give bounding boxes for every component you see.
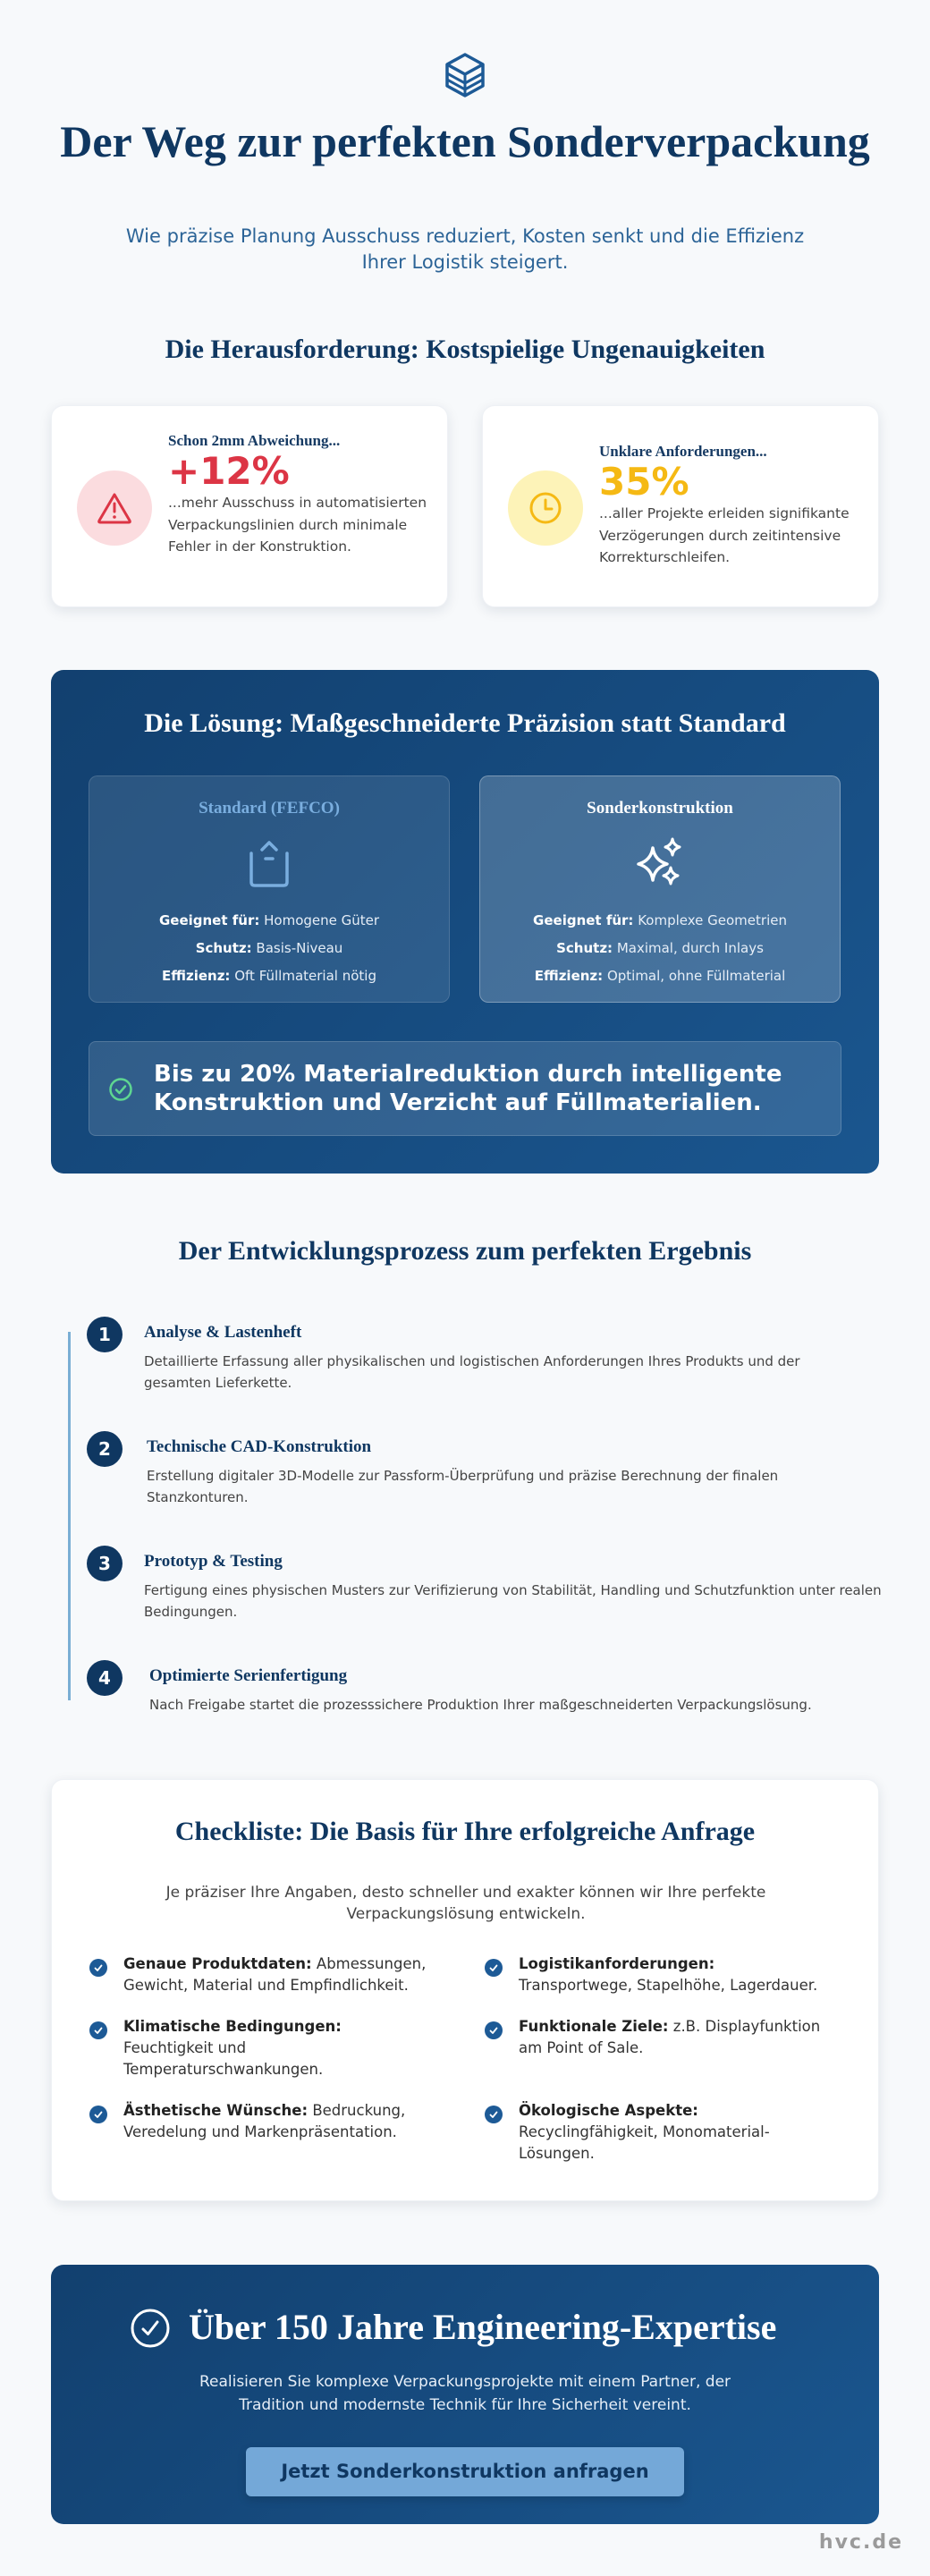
page-title: Der Weg zur perfekten Sonderverpackung (60, 116, 870, 166)
comparison-row: Geeignet für: Komplexe Geometrien (533, 912, 787, 928)
comparison-row: Geeignet für: Homogene Güter (158, 912, 380, 928)
cta-title: Über 150 Jahre Engineering-Expertise (189, 2307, 777, 2347)
timeline-line (68, 1332, 71, 1700)
checklist-intro: Je präziser Ihre Angaben, desto schneller und exakter können wir Ihre perfekte Verpackungslösung entwickeln. (165, 1884, 766, 1923)
stat-description: ...aller Projekte erleiden signifikante Verzögerungen durch zeitintensive Korrekturschleifen. (599, 505, 850, 565)
benefit-text: Bis zu 20% Materialreduktion durch intelligente Konstruktion und Verzicht auf Füllmaterialien. (154, 1061, 782, 1116)
check-icon (89, 2106, 107, 2123)
solution-title: Die Lösung: Maßgeschneiderte Präzision statt Standard (144, 708, 786, 738)
clock-icon (528, 491, 562, 525)
stat-label: Unklare Anforderungen... (599, 443, 767, 460)
warning-icon-badge (77, 470, 152, 546)
cta-section (51, 2265, 879, 2524)
checklist-title: Checkliste: Die Basis für Ihre erfolgreiche Anfrage (174, 1817, 756, 1846)
benefit-callout (89, 1041, 841, 1136)
challenge-title: Die Herausforderung: Kostspielige Ungenauigkeiten (165, 335, 765, 364)
stat-value: +12% (168, 449, 290, 493)
stat-value: 35% (599, 460, 689, 504)
step-title: Technische CAD-Konstruktion (147, 1437, 372, 1456)
sparkles-icon (633, 837, 687, 891)
check-icon (89, 2021, 107, 2039)
step-number: 1 (87, 1317, 123, 1352)
step-title: Optimierte Serienfertigung (149, 1666, 348, 1685)
step-title: Prototyp & Testing (144, 1552, 283, 1571)
step-number: 3 (87, 1546, 123, 1581)
cta-subtitle: Realisieren Sie komplexe Verpackungsprojekte mit einem Partner, der Tradition und modernste Technik für Ihre Sicherheit vereint. (199, 2373, 731, 2414)
check-icon (485, 2021, 503, 2039)
comparison-card-custom (479, 775, 841, 1003)
comparison-row: Effizienz: Oft Füllmaterial nötig (162, 968, 376, 984)
page-subtitle: Wie präzise Planung Ausschuss reduziert, Kosten senkt und die Effizienz Ihrer Logistik steigert. (125, 225, 805, 273)
check-circle-icon (130, 2308, 171, 2349)
comparison-card-standard (89, 775, 450, 1003)
open-box-icon (242, 837, 296, 891)
request-custom-construction-button[interactable]: Jetzt Sonderkonstruktion anfragen (246, 2447, 684, 2496)
step-number: 4 (87, 1660, 123, 1696)
comparison-title: Sonderkonstruktion (587, 799, 733, 818)
warning-triangle-icon (97, 492, 132, 524)
stat-description: ...mehr Ausschuss in automatisierten Verpackungslinien durch minimale Fehler in der Konstruktion. (168, 495, 427, 555)
check-icon (485, 1959, 503, 1977)
check-circle-icon (107, 1076, 134, 1103)
comparison-title: Standard (FEFCO) (199, 799, 340, 818)
stat-card-deviation (51, 405, 448, 607)
check-icon (89, 1959, 107, 1977)
stat-label: Schon 2mm Abweichung... (168, 432, 341, 449)
step-description: Detaillierte Erfassung aller physikalischen und logistischen Anforderungen Ihres Produkts und der gesamten Lieferkette. (144, 1353, 800, 1391)
stat-card-requirements (482, 405, 879, 607)
clock-icon-badge (508, 470, 583, 546)
step-description: Erstellung digitaler 3D-Modelle zur Passform-Überprüfung und präzise Berechnung der finalen Stanzkonturen. (147, 1468, 779, 1505)
solution-section (51, 670, 879, 1174)
step-title: Analyse & Lastenheft (144, 1323, 302, 1342)
process-title: Der Entwicklungsprozess zum perfekten Ergebnis (178, 1236, 752, 1266)
checklist-card: Checkliste: Die Basis für Ihre erfolgreiche Anfrage Je präziser Ihre Angaben, desto schneller und exakter können wir Ihre perfekte Verpackungslösung entwickeln. Genaue Produktdaten: Abmessungen, Gewicht, Material und Empfindlichkeit. Logistikanforderungen: Transportwege, Stapelhöhe, Lagerdauer. Klimatische Bedingungen: Feuchtigkeit und Temperaturschwankungen. Funktionale Ziele: z.B. Displayfunktion am Point of Sale. Ästhetische Wünsche: Bedruckung, Veredelung und Markenpräsentation. Ökologische Aspekte: Recyclingfähigkeit, Monomaterial-Lösungen. (51, 1779, 879, 2201)
step-description: Nach Freigabe startet die prozesssichere Produktion Ihrer maßgeschneiderten Verpackungslösung. (149, 1697, 812, 1713)
comparison-row: Effizienz: Optimal, ohne Füllmaterial (534, 968, 786, 984)
step-description: Fertigung eines physischen Musters zur Verifizierung von Stabilität, Handling und Schutzfunktion unter realen Bedingungen. (144, 1582, 882, 1620)
package-box-icon (444, 52, 486, 98)
step-number: 2 (87, 1431, 123, 1467)
footer-brand: hvc.de (818, 2531, 903, 2554)
check-icon (485, 2106, 503, 2123)
comparison-row: Schutz: Basis-Niveau (195, 940, 343, 956)
comparison-row: Schutz: Maximal, durch Inlays (556, 940, 764, 956)
